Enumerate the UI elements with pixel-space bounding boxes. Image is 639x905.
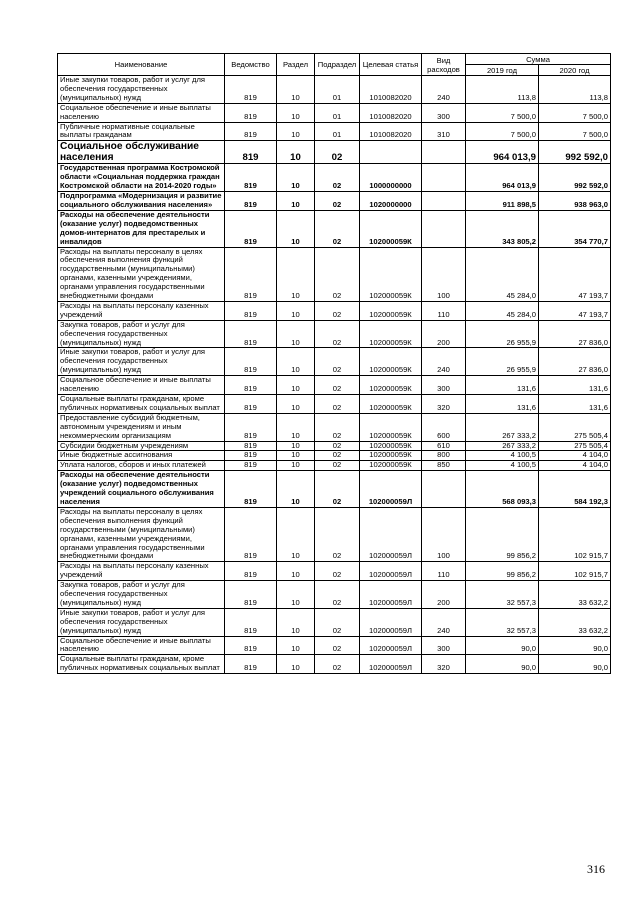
- cell-subsection: 02: [315, 301, 360, 320]
- cell-subsection: 02: [315, 441, 360, 451]
- table-row: [58, 461, 611, 471]
- table-row: [58, 441, 611, 451]
- cell-target: 102000059К: [360, 451, 422, 461]
- header-target: Целевая статья: [360, 54, 422, 76]
- cell-name: Расходы на выплаты персоналу в целях обеспечения выполнения функций государственными (муниципальными) органами, казенными учреждениями, органами управления государственными внебюджетными фондами: [58, 507, 225, 561]
- cell-2020: 27 836,0: [539, 348, 611, 376]
- cell-target: 102000059К: [360, 461, 422, 471]
- cell-2019: 32 557,3: [466, 608, 539, 636]
- cell-name: Иные закупки товаров, работ и услуг для обеспечения государственных (муниципальных) нужд: [58, 348, 225, 376]
- cell-dept: 819: [225, 122, 277, 141]
- cell-name: Расходы на обеспечение деятельности (оказание услуг) подведомственных учреждений социального обслуживания населения: [58, 471, 225, 508]
- cell-dept: 819: [225, 164, 277, 192]
- header-dept: Ведомство: [225, 54, 277, 76]
- cell-target: 102000059К: [360, 301, 422, 320]
- cell-2019: 131,6: [466, 395, 539, 414]
- cell-dept: 819: [225, 395, 277, 414]
- cell-subsection: 02: [315, 655, 360, 674]
- cell-section: 10: [277, 192, 315, 211]
- cell-type: 300: [422, 636, 466, 655]
- cell-section: 10: [277, 451, 315, 461]
- cell-subsection: 02: [315, 507, 360, 561]
- cell-2020: 4 104,0: [539, 451, 611, 461]
- cell-dept: 819: [225, 192, 277, 211]
- cell-subsection: 02: [315, 164, 360, 192]
- cell-section: 10: [277, 301, 315, 320]
- cell-subsection: 02: [315, 210, 360, 247]
- cell-2019: 267 333,2: [466, 413, 539, 441]
- cell-name: Иные бюджетные ассигнования: [58, 451, 225, 461]
- table-row: [58, 164, 611, 192]
- cell-section: 10: [277, 210, 315, 247]
- cell-target: 1020000000: [360, 192, 422, 211]
- cell-dept: 819: [225, 636, 277, 655]
- cell-type: 300: [422, 376, 466, 395]
- cell-name: Социальное обеспечение и иные выплаты населению: [58, 103, 225, 122]
- cell-type: 110: [422, 562, 466, 581]
- cell-target: 102000059К: [360, 413, 422, 441]
- cell-target: 102000059К: [360, 441, 422, 451]
- cell-2019: 568 093,3: [466, 471, 539, 508]
- cell-dept: 819: [225, 655, 277, 674]
- cell-target: 102000059Л: [360, 562, 422, 581]
- cell-name: Уплата налогов, сборов и иных платежей: [58, 461, 225, 471]
- cell-section: 10: [277, 122, 315, 141]
- table-body: [58, 76, 611, 674]
- cell-2020: 275 505,4: [539, 413, 611, 441]
- cell-subsection: 02: [315, 581, 360, 609]
- table-row: [58, 76, 611, 104]
- cell-dept: 819: [225, 608, 277, 636]
- cell-2019: 90,0: [466, 655, 539, 674]
- table-row: [58, 320, 611, 348]
- cell-section: 10: [277, 247, 315, 301]
- cell-target: 102000059К: [360, 395, 422, 414]
- cell-type: 600: [422, 413, 466, 441]
- cell-target: 102000059К: [360, 376, 422, 395]
- cell-subsection: 01: [315, 122, 360, 141]
- cell-name: Закупка товаров, работ и услуг для обеспечения государственных (муниципальных) нужд: [58, 320, 225, 348]
- cell-2019: 343 805,2: [466, 210, 539, 247]
- cell-name: Иные закупки товаров, работ и услуг для обеспечения государственных (муниципальных) нужд: [58, 76, 225, 104]
- cell-subsection: 01: [315, 103, 360, 122]
- cell-2020: 584 192,3: [539, 471, 611, 508]
- cell-name: Социальное обеспечение и иные выплаты населению: [58, 376, 225, 395]
- cell-subsection: 02: [315, 376, 360, 395]
- cell-name: Расходы на выплаты персоналу казенных учреждений: [58, 562, 225, 581]
- table-row: [58, 192, 611, 211]
- table-row: [58, 348, 611, 376]
- cell-section: 10: [277, 655, 315, 674]
- cell-section: 10: [277, 413, 315, 441]
- table-row: [58, 395, 611, 414]
- cell-subsection: 02: [315, 141, 360, 164]
- cell-2019: 90,0: [466, 636, 539, 655]
- cell-2020: 4 104,0: [539, 461, 611, 471]
- cell-dept: 819: [225, 103, 277, 122]
- cell-2020: 90,0: [539, 655, 611, 674]
- cell-type: 850: [422, 461, 466, 471]
- cell-name: Расходы на выплаты персоналу в целях обеспечения выполнения функций государственными (муниципальными) органами, казенными учреждениями, органами управления государственными внебюджетными фондами: [58, 247, 225, 301]
- header-sum: Сумма: [466, 54, 611, 65]
- cell-2019: 7 500,0: [466, 103, 539, 122]
- cell-dept: 819: [225, 413, 277, 441]
- cell-dept: 819: [225, 562, 277, 581]
- cell-subsection: 02: [315, 461, 360, 471]
- cell-subsection: 01: [315, 76, 360, 104]
- cell-subsection: 02: [315, 413, 360, 441]
- cell-2019: 99 856,2: [466, 507, 539, 561]
- table-row: [58, 655, 611, 674]
- table-row: [58, 581, 611, 609]
- cell-2019: 45 284,0: [466, 247, 539, 301]
- cell-2020: 275 505,4: [539, 441, 611, 451]
- cell-section: 10: [277, 141, 315, 164]
- cell-2019: 7 500,0: [466, 122, 539, 141]
- cell-2020: 354 770,7: [539, 210, 611, 247]
- cell-target: 102000059Л: [360, 636, 422, 655]
- cell-subsection: 02: [315, 247, 360, 301]
- table-row: [58, 376, 611, 395]
- table-row: [58, 608, 611, 636]
- header-year-2019: 2019 год: [466, 65, 539, 76]
- table-header: [58, 54, 611, 76]
- cell-name: Социальные выплаты гражданам, кроме публичных нормативных социальных выплат: [58, 395, 225, 414]
- table-row: [58, 471, 611, 508]
- cell-section: 10: [277, 636, 315, 655]
- cell-target: 102000059Л: [360, 581, 422, 609]
- cell-name: Субсидии бюджетным учреждениям: [58, 441, 225, 451]
- cell-section: 10: [277, 461, 315, 471]
- cell-2019: 4 100,5: [466, 461, 539, 471]
- cell-subsection: 02: [315, 608, 360, 636]
- cell-dept: 819: [225, 461, 277, 471]
- cell-name: Подпрограмма «Модернизация и развитие социального обслуживания населения»: [58, 192, 225, 211]
- cell-target: 102000059К: [360, 210, 422, 247]
- cell-type: 320: [422, 395, 466, 414]
- cell-type: 300: [422, 103, 466, 122]
- table-row: [58, 141, 611, 164]
- cell-type: 100: [422, 247, 466, 301]
- cell-section: 10: [277, 103, 315, 122]
- cell-type: [422, 141, 466, 164]
- header-section: Раздел: [277, 54, 315, 76]
- table-row: [58, 301, 611, 320]
- cell-dept: 819: [225, 141, 277, 164]
- cell-dept: 819: [225, 301, 277, 320]
- cell-type: 240: [422, 608, 466, 636]
- cell-type: [422, 471, 466, 508]
- header-type: Вид расходов: [422, 54, 466, 76]
- cell-dept: 819: [225, 581, 277, 609]
- cell-2020: 47 193,7: [539, 301, 611, 320]
- cell-name: Закупка товаров, работ и услуг для обеспечения государственных (муниципальных) нужд: [58, 581, 225, 609]
- cell-target: 102000059К: [360, 348, 422, 376]
- table-row: [58, 636, 611, 655]
- cell-2020: 7 500,0: [539, 103, 611, 122]
- cell-2020: 131,6: [539, 395, 611, 414]
- header-name: Наименование: [58, 54, 225, 76]
- cell-type: 240: [422, 76, 466, 104]
- cell-section: 10: [277, 164, 315, 192]
- cell-section: 10: [277, 471, 315, 508]
- cell-target: 1000000000: [360, 164, 422, 192]
- cell-subsection: 02: [315, 395, 360, 414]
- table-row: [58, 122, 611, 141]
- cell-target: 1010082020: [360, 76, 422, 104]
- cell-type: 200: [422, 320, 466, 348]
- cell-section: 10: [277, 320, 315, 348]
- cell-2019: 26 955,9: [466, 320, 539, 348]
- cell-type: 610: [422, 441, 466, 451]
- cell-type: 320: [422, 655, 466, 674]
- budget-table: [57, 53, 611, 674]
- cell-target: 102000059Л: [360, 608, 422, 636]
- cell-2020: 992 592,0: [539, 141, 611, 164]
- cell-dept: 819: [225, 507, 277, 561]
- cell-type: [422, 192, 466, 211]
- table-row: [58, 451, 611, 461]
- cell-type: 110: [422, 301, 466, 320]
- cell-section: 10: [277, 507, 315, 561]
- cell-2020: 938 963,0: [539, 192, 611, 211]
- cell-target: 102000059Л: [360, 507, 422, 561]
- cell-2020: 90,0: [539, 636, 611, 655]
- cell-target: 102000059К: [360, 320, 422, 348]
- table-row: [58, 507, 611, 561]
- cell-target: 102000059Л: [360, 655, 422, 674]
- cell-2019: 32 557,3: [466, 581, 539, 609]
- table-row: [58, 247, 611, 301]
- cell-type: 800: [422, 451, 466, 461]
- cell-section: 10: [277, 348, 315, 376]
- cell-section: 10: [277, 395, 315, 414]
- cell-section: 10: [277, 76, 315, 104]
- header-year-2020: 2020 год: [539, 65, 611, 76]
- cell-name: Социальные выплаты гражданам, кроме публичных нормативных социальных выплат: [58, 655, 225, 674]
- cell-type: [422, 164, 466, 192]
- cell-subsection: 02: [315, 320, 360, 348]
- cell-2020: 131,6: [539, 376, 611, 395]
- cell-type: 100: [422, 507, 466, 561]
- cell-section: 10: [277, 376, 315, 395]
- cell-2020: 27 836,0: [539, 320, 611, 348]
- cell-type: 310: [422, 122, 466, 141]
- cell-2020: 102 915,7: [539, 507, 611, 561]
- cell-dept: 819: [225, 320, 277, 348]
- cell-subsection: 02: [315, 451, 360, 461]
- cell-name: Расходы на обеспечение деятельности (оказание услуг) подведомственных домов-интернатов для престарелых и инвалидов: [58, 210, 225, 247]
- header-subsection: Подраздел: [315, 54, 360, 76]
- cell-dept: 819: [225, 247, 277, 301]
- cell-dept: 819: [225, 451, 277, 461]
- cell-dept: 819: [225, 441, 277, 451]
- cell-2019: 4 100,5: [466, 451, 539, 461]
- cell-subsection: 02: [315, 348, 360, 376]
- cell-dept: 819: [225, 376, 277, 395]
- cell-2019: 131,6: [466, 376, 539, 395]
- cell-type: 200: [422, 581, 466, 609]
- cell-name: Предоставление субсидий бюджетным, автономным учреждениям и иным некоммерческим организациям: [58, 413, 225, 441]
- cell-2019: 26 955,9: [466, 348, 539, 376]
- cell-name: Публичные нормативные социальные выплаты гражданам: [58, 122, 225, 141]
- cell-2019: 99 856,2: [466, 562, 539, 581]
- cell-type: [422, 210, 466, 247]
- cell-dept: 819: [225, 471, 277, 508]
- table-row: [58, 413, 611, 441]
- cell-2020: 33 632,2: [539, 581, 611, 609]
- cell-subsection: 02: [315, 562, 360, 581]
- cell-target: 1010082020: [360, 122, 422, 141]
- cell-2019: 964 013,9: [466, 164, 539, 192]
- page-number: 316: [587, 862, 605, 876]
- table-row: [58, 210, 611, 247]
- cell-name: Социальное обеспечение и иные выплаты населению: [58, 636, 225, 655]
- cell-2020: 992 592,0: [539, 164, 611, 192]
- cell-name: Государственная программа Костромской области «Социальная поддержка граждан Костромской области на 2014-2020 годы»: [58, 164, 225, 192]
- cell-section: 10: [277, 581, 315, 609]
- cell-2020: 47 193,7: [539, 247, 611, 301]
- cell-section: 10: [277, 441, 315, 451]
- table-row: [58, 103, 611, 122]
- cell-2019: 964 013,9: [466, 141, 539, 164]
- cell-target: 1010082020: [360, 103, 422, 122]
- cell-2020: 7 500,0: [539, 122, 611, 141]
- cell-name: Социальное обслуживание населения: [58, 141, 225, 164]
- cell-target: [360, 141, 422, 164]
- cell-name: Иные закупки товаров, работ и услуг для обеспечения государственных (муниципальных) нужд: [58, 608, 225, 636]
- cell-name: Расходы на выплаты персоналу казенных учреждений: [58, 301, 225, 320]
- cell-dept: 819: [225, 348, 277, 376]
- cell-dept: 819: [225, 76, 277, 104]
- cell-2019: 911 898,5: [466, 192, 539, 211]
- cell-target: 102000059Л: [360, 471, 422, 508]
- cell-2020: 102 915,7: [539, 562, 611, 581]
- cell-target: 102000059К: [360, 247, 422, 301]
- cell-subsection: 02: [315, 192, 360, 211]
- cell-subsection: 02: [315, 471, 360, 508]
- cell-dept: 819: [225, 210, 277, 247]
- cell-type: 240: [422, 348, 466, 376]
- cell-subsection: 02: [315, 636, 360, 655]
- cell-2020: 113,8: [539, 76, 611, 104]
- cell-2019: 113,8: [466, 76, 539, 104]
- cell-2019: 267 333,2: [466, 441, 539, 451]
- cell-2020: 33 632,2: [539, 608, 611, 636]
- cell-section: 10: [277, 562, 315, 581]
- cell-section: 10: [277, 608, 315, 636]
- table-row: [58, 562, 611, 581]
- cell-2019: 45 284,0: [466, 301, 539, 320]
